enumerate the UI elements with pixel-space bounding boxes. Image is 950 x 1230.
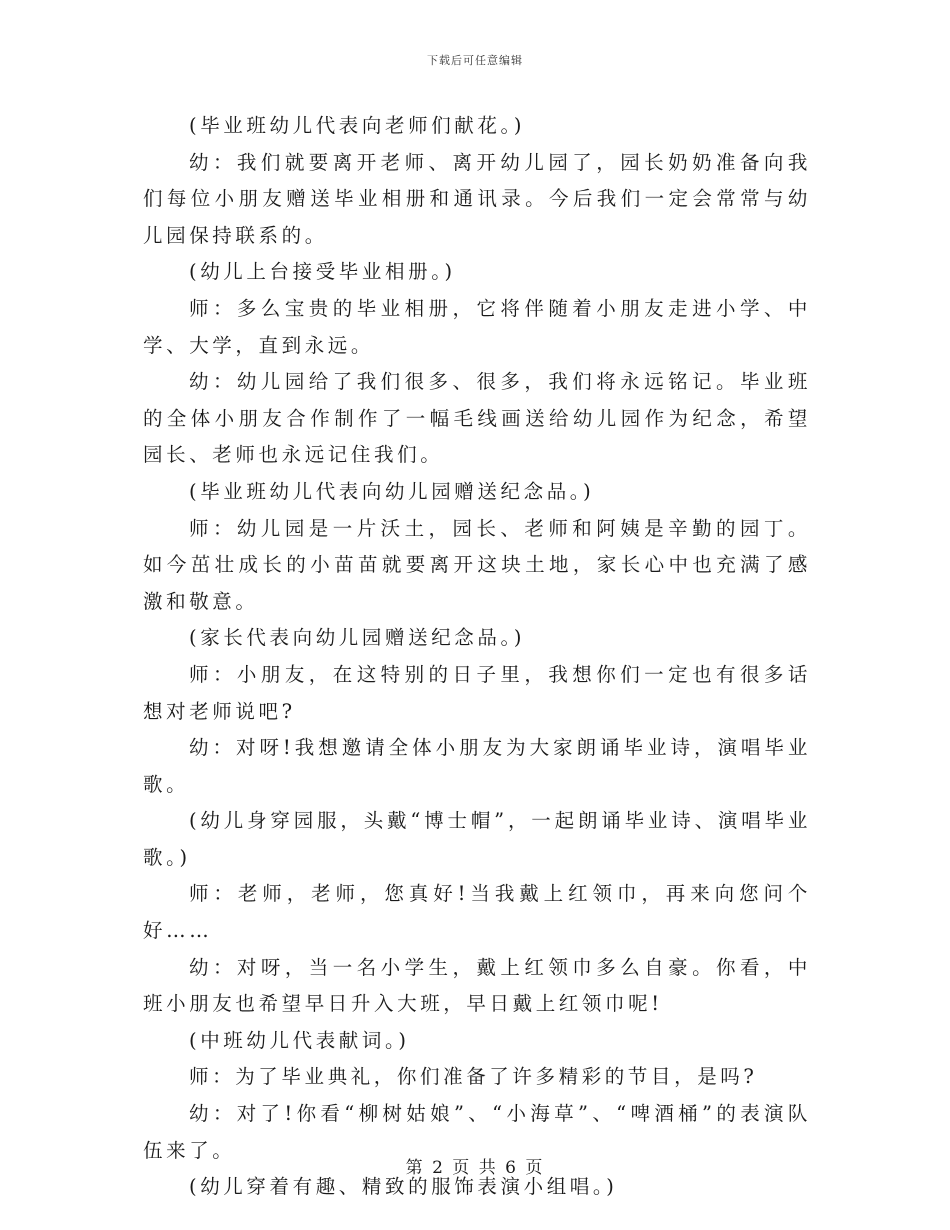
paragraph: (幼儿穿着有趣、精致的服饰表演小组唱。)	[189, 1175, 618, 1199]
paragraph: (幼儿上台接受毕业相册。)	[189, 260, 456, 284]
paragraph: 幼：对了!你看“柳树姑娘”、“小海草”、“啤酒桶”的表演队伍来了。	[143, 1102, 811, 1162]
paragraph: 幼：我们就要离开老师、离开幼儿园了，园长奶奶准备向我们每位小朋友赠送毕业相册和通讯录。今后我们一定会常常与幼儿园保持联系的。	[143, 150, 811, 247]
document-body	[143, 108, 811, 1206]
page-footer: 第 2 页 共 6 页	[405, 1158, 545, 1178]
paragraph: 师：多么宝贵的毕业相册，它将伴随着小朋友走进小学、中学、大学，直到永远。	[143, 296, 811, 357]
paragraph: 幼：对呀!我想邀请全体小朋友为大家朗诵毕业诗，演唱毕业歌。	[143, 736, 811, 796]
paragraph: (毕业班幼儿代表向老师们献花。)	[189, 114, 526, 137]
paragraph: (毕业班幼儿代表向幼儿园赠送纪念品。)	[189, 479, 595, 503]
paragraph: (家长代表向幼儿园赠送纪念品。)	[189, 626, 526, 650]
page-header: 下载后可任意编辑	[427, 54, 523, 67]
paragraph: 幼：对呀，当一名小学生，戴上红领巾多么自豪。你看，中班小朋友也希望早日升入大班，早日戴上红领巾呢!	[143, 955, 811, 1016]
paragraph: 师：老师，老师，您真好!当我戴上红领巾，再来向您问个好……	[143, 882, 811, 943]
paragraph: 幼：幼儿园给了我们很多、很多，我们将永远铭记。毕业班的全体小朋友合作制作了一幅毛线画送给幼儿园作为纪念，希望园长、老师也永远记住我们。	[143, 370, 811, 467]
paragraph: (幼儿身穿园服，头戴“博士帽”，一起朗诵毕业诗、演唱毕业歌。)	[143, 809, 811, 869]
paragraph: (中班幼儿代表献词。)	[189, 1028, 410, 1052]
paragraph: 师：为了毕业典礼，你们准备了许多精彩的节目，是吗?	[189, 1065, 758, 1089]
paragraph: 师：幼儿园是一片沃土，园长、老师和阿姨是辛勤的园丁。如今茁壮成长的小苗苗就要离开这块土地，家长心中也充满了感激和敬意。	[143, 516, 811, 613]
paragraph: 师：小朋友，在这特别的日子里，我想你们一定也有很多话想对老师说吧?	[143, 662, 811, 723]
